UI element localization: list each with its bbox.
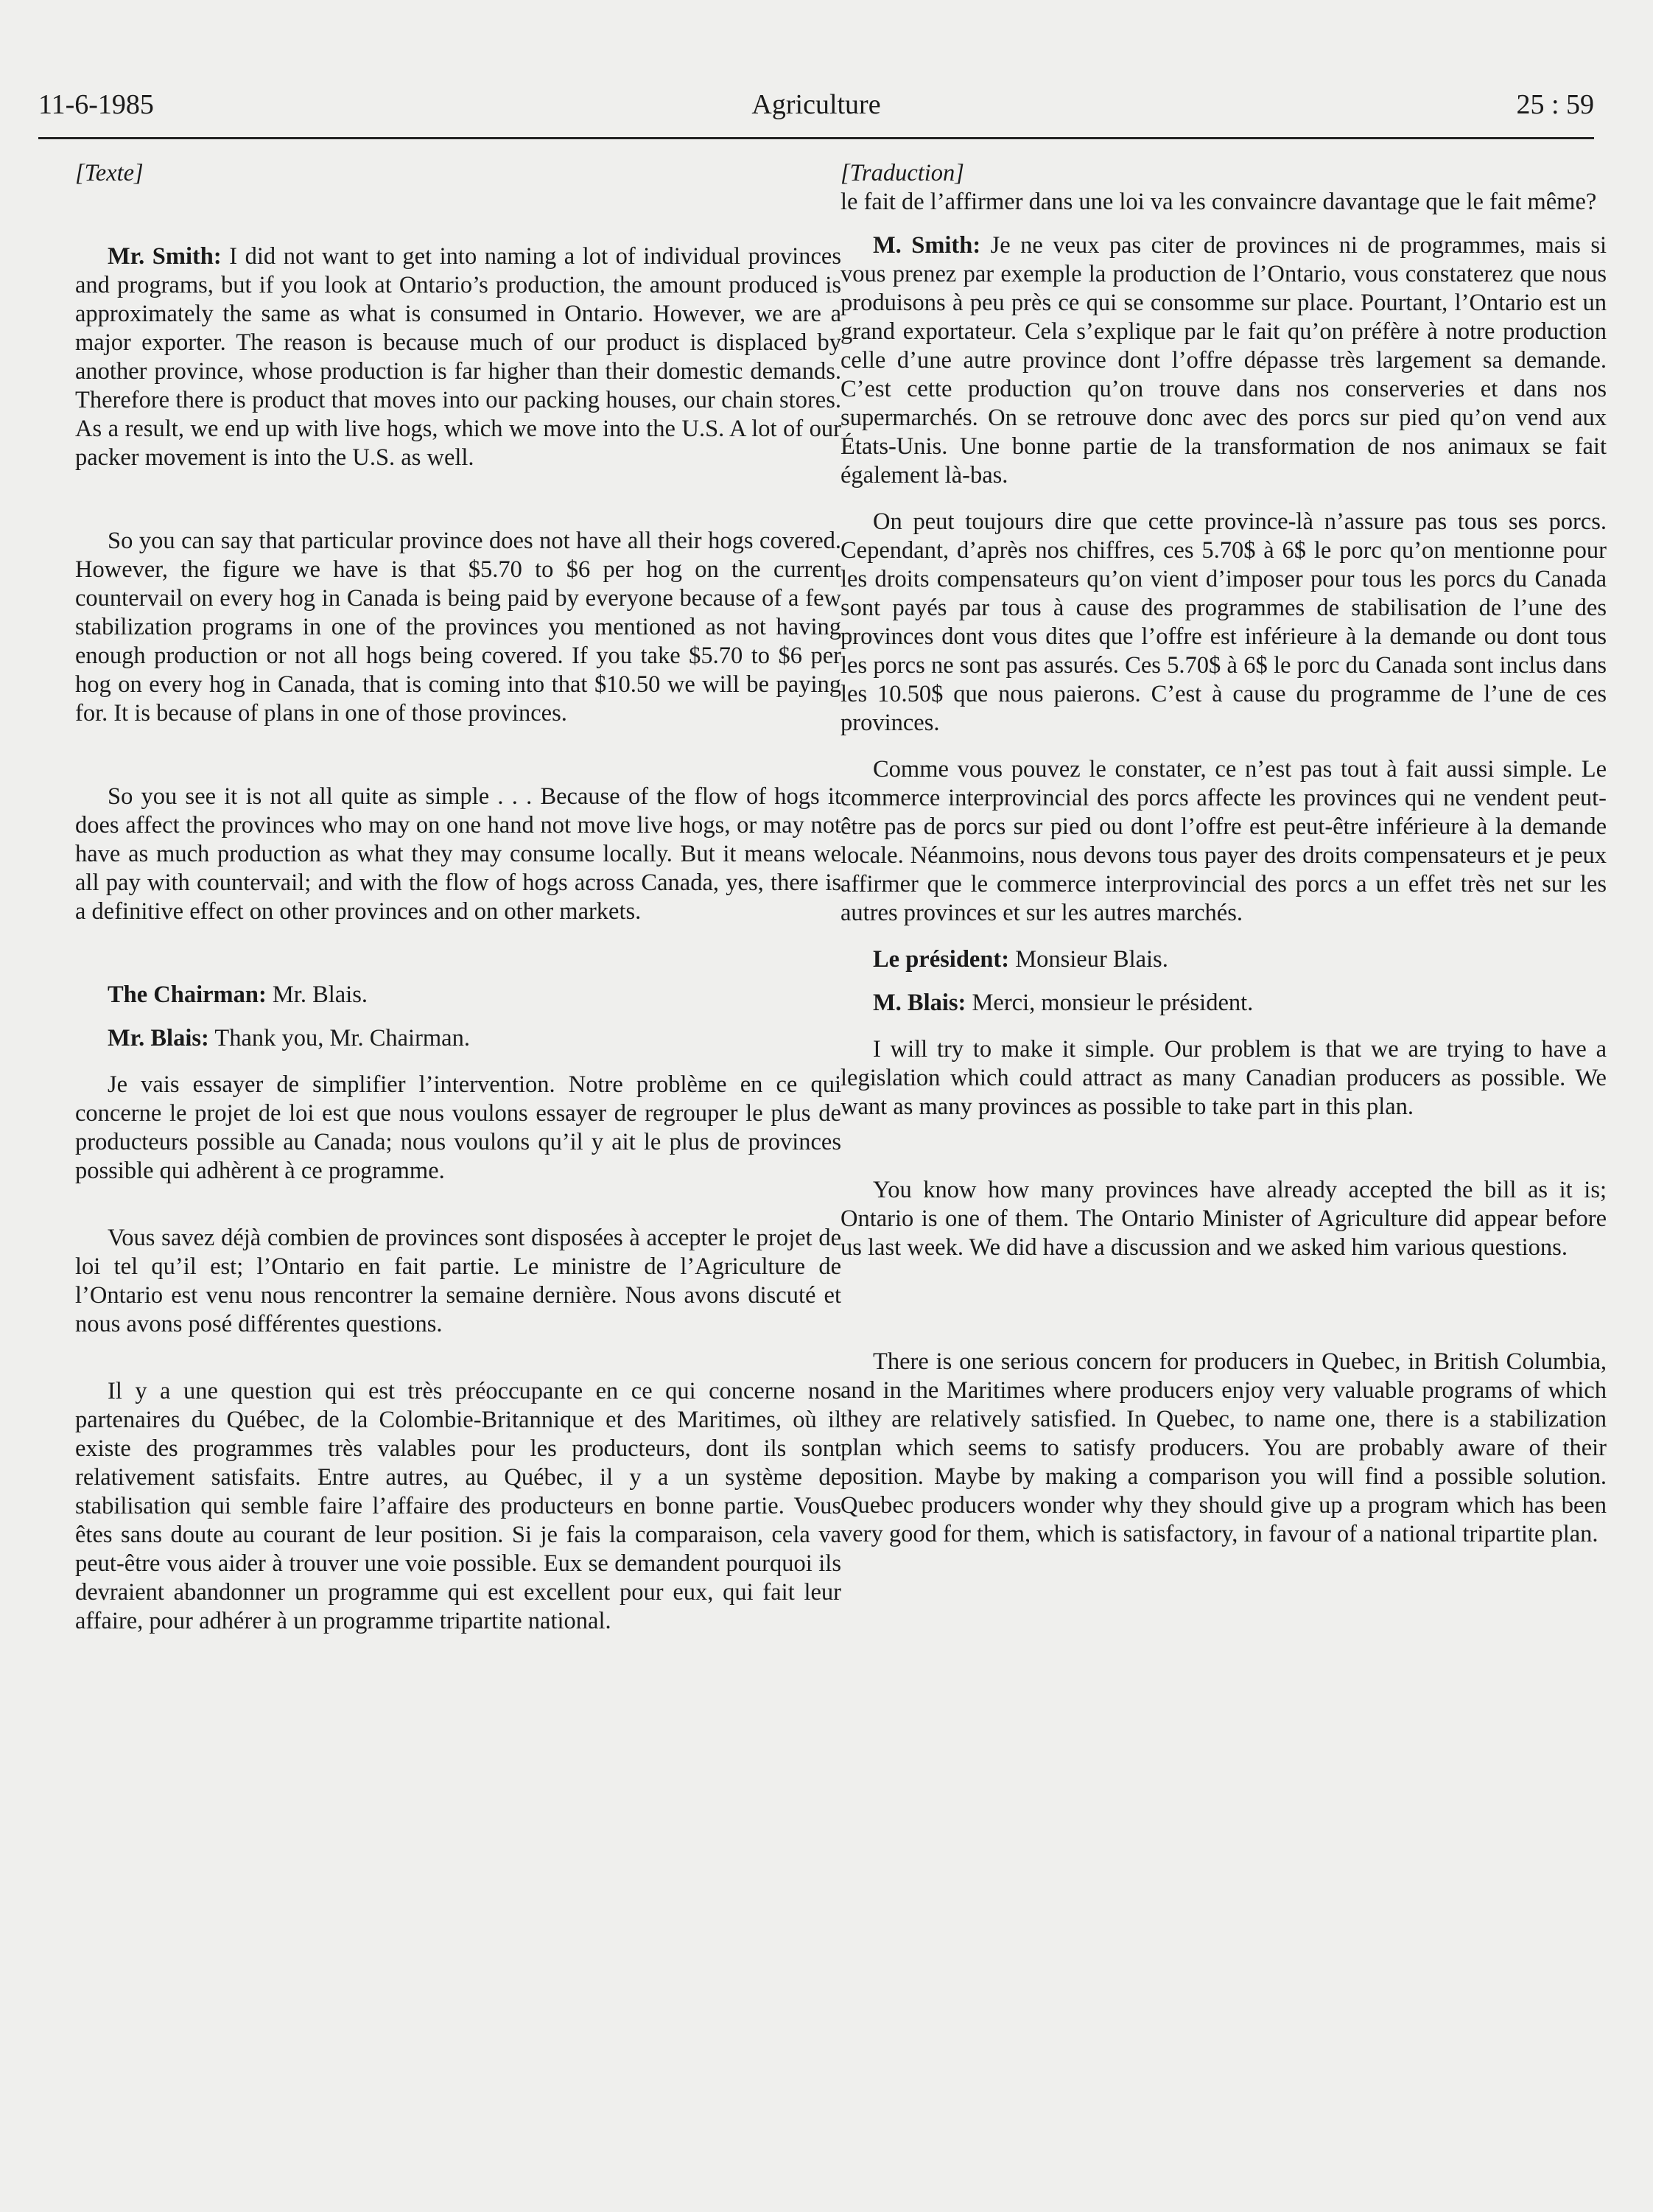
paragraph: So you can say that particular province does not have all their hogs covered. However, the figure we have is that $5.70 to $6 per hog on the current countervail on every hog in Canada is being paid by everyone because of a few stabilization programs in one of the provinces you mentioned as not having enough production or not all hogs being covered. If you take $5.70 to $6 per hog on every hog in Canada, that is coming into that $10.50 we will be paying for. It is because of plans in one of those provinces. — [75, 528, 841, 727]
right-column — [840, 159, 1607, 1564]
paragraph — [75, 981, 841, 1009]
paragraph: Comme vous pouvez le constater, ce n’est pas tout à fait aussi simple. Le commerce interprovincial des porcs affecte les provinces qui ne vendent peut-être pas de porcs sur pied ou dont l’offre est peut-être inférieure à la demande locale. Néanmoins, nous devons tous payer des droits compensateurs et je peux affirmer que le commerce interprovincial des porcs a un effet très net sur les autres provinces et sur les autres marchés. — [840, 756, 1607, 926]
speaker-name: The Chairman: — [108, 981, 267, 1008]
header-page-number: 25 : 59 — [1516, 89, 1594, 120]
paragraph: Je vais essayer de simplifier l’intervention. Notre problème en ce qui concerne le projet de loi est que nous voulons essayer de regrouper le plus de producteurs possible au Canada; nous voulons qu’il y ait le plus de provinces possible qui adhèrent à ce programme. — [75, 1071, 841, 1184]
paragraph: You know how many provinces have already accepted the bill as it is; Ontario is one of them. The Ontario Minister of Agriculture did appear before us last week. We did have a discussion and we asked him various questions. — [840, 1177, 1607, 1261]
header-title: Agriculture — [751, 89, 881, 120]
paragraph-text: Mr. Blais. — [266, 981, 368, 1008]
paragraph — [840, 989, 1607, 1018]
page-header — [38, 83, 1594, 139]
paragraph: I will try to make it simple. Our problem is that we are trying to have a legislation which could attract as many Canadian producers as possible. We want as many provinces as possible to take part in this plan. — [840, 1036, 1607, 1120]
speaker-name: Mr. Blais: — [108, 1025, 209, 1051]
paragraph: Il y a une question qui est très préoccupante en ce qui concerne nos partenaires du Québec, de la Colombie-Britannique et des Maritimes, où il existe des programmes très valables pour les producteurs, dont ils sont relativement satisfaits. Entre autres, au Québec, il y a un système de stabilisation qui semble faire l’affaire des producteurs en bonne partie. Vous êtes sans doute au courant de leur position. Si je fais la comparaison, cela va peut-être vous aider à trouver une voie possible. Eux se demandent pourquoi ils devraient abandonner un programme qui est excellent pour eux, qui fait leur affaire, pour adhérer à un programme tripartite national. — [75, 1378, 841, 1634]
paragraph-text: Monsieur Blais. — [1009, 946, 1168, 973]
paragraph: le fait de l’affirmer dans une loi va les convaincre davantage que le fait même? — [840, 189, 1597, 215]
left-column — [75, 159, 841, 1651]
paragraph — [75, 1024, 841, 1053]
paragraph-text: Thank you, Mr. Chairman. — [208, 1025, 470, 1051]
language-tag: [Traduction] — [840, 160, 964, 186]
paragraph: So you see it is not all quite as simple . . . Because of the flow of hogs it does affect the provinces who may on one hand not move live hogs, or may not have as much production as what they may consume locally. But it means we all pay with countervail; and with the flow of hogs across Canada, yes, there is a definitive effect on other provinces and on other markets. — [75, 783, 841, 925]
speaker-name: M. Smith: — [873, 232, 981, 259]
paragraph — [840, 945, 1607, 974]
header-date: 11-6-1985 — [38, 89, 154, 120]
paragraph: There is one serious concern for producers in Quebec, in British Columbia, and in the Maritimes where producers enjoy very valuable programs of which they are relatively satisfied. In Quebec, to name one, there is a stabilization plan which seems to satisfy producers. You are probably aware of their position. Maybe by making a comparison you will find a possible solution. Quebec producers wonder why they should give up a program which has been very good for them, which is satisfactory, in favour of a national tripartite plan. — [840, 1348, 1607, 1547]
speaker-name: M. Blais: — [873, 990, 966, 1016]
speaker-name: Mr. Smith: — [108, 243, 222, 270]
paragraph — [840, 231, 1607, 490]
paragraph-text: Merci, monsieur le président. — [966, 990, 1254, 1016]
paragraph: Vous savez déjà combien de provinces sont disposées à accepter le projet de loi tel qu’il est; l’Ontario en fait partie. Le ministre de l’Agriculture de l’Ontario est venu nous rencontrer la semaine dernière. Nous avons discuté et nous avons posé différentes questions. — [75, 1225, 841, 1337]
language-tag: [Texte] — [75, 160, 144, 186]
paragraph: On peut toujours dire que cette province-là n’assure pas tous ses porcs. Cependant, d’après nos chiffres, ces 5.70$ à 6$ le porc qu’on mentionne pour les droits compensateurs qu’on vient d’imposer pour tous les porcs du Canada sont payés par tous à cause des programmes de stabilisation de l’une des provinces dont vous dites que l’offre est inférieure à la demande ou dont tous les porcs ne sont pas assurés. Ces 5.70$ à 6$ le porc du Canada sont inclus dans les 10.50$ que nous paierons. C’est à cause du programme de l’une de ces provinces. — [840, 508, 1607, 736]
speaker-name: Le président: — [873, 946, 1010, 973]
paragraph — [75, 242, 841, 472]
paragraph-text: Je ne veux pas citer de provinces ni de programmes, mais si vous prenez par exemple la production de l’Ontario, vous constaterez que nous produisons à peu près ce qui se consomme sur place. Pourtant, l’Ontario est un grand exportateur. Cela s’explique par le fait qu’on préfère à notre production celle d’une autre province dont l’offre dépasse très largement sa demande. C’est cette production qu’on trouve dans nos conserveries et dans nos supermarchés. On se retrouve donc avec des porcs sur pied qu’on vend aux États-Unis. Une bonne partie de la transformation de nos animaux se fait également là-bas. — [840, 232, 1607, 489]
paragraph-text: I did not want to get into naming a lot of individual provinces and programs, but if you look at Ontario’s production, the amount produced is approximately the same as what is consumed in Ontario. However, we are a major exporter. The reason is because much of our product is displaced by another province, whose production is far higher than their domestic demands. Therefore there is product that moves into our packing houses, our chain stores. As a result, we end up with live hogs, which we move into the U.S. A lot of our packer movement is into the U.S. as well. — [75, 243, 841, 471]
